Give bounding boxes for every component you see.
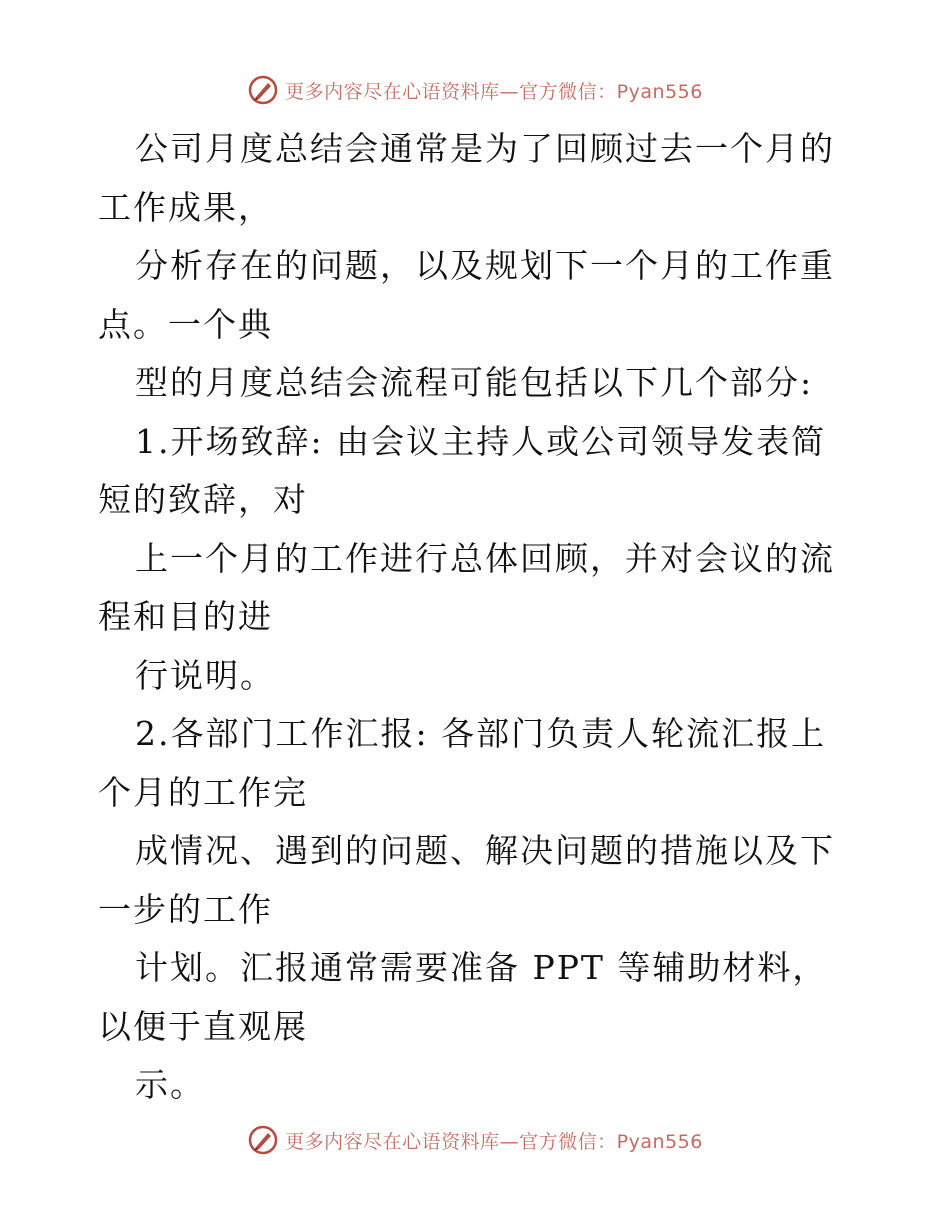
header-banner-text: 更多内容尽在心语资料库—官方微信：Pyan556 (285, 80, 703, 103)
paragraph: 型的月度总结会流程可能包括以下几个部分: (135, 363, 814, 402)
pen-logo-icon (247, 1124, 279, 1156)
paragraph: 1.开场致辞: 由会议主持人或公司领导发表简短的致辞，对 (98, 421, 827, 519)
paragraph: 公司月度总结会通常是为了回顾过去一个月的工作成果， (98, 129, 835, 227)
paragraph: 2.各部门工作汇报: 各部门负责人轮流汇报上个月的工作完 (98, 714, 827, 812)
footer-banner-text: 更多内容尽在心语资料库—官方微信：Pyan556 (285, 1130, 703, 1153)
document-body (98, 120, 858, 1115)
paragraph: 示。 (135, 1065, 205, 1104)
paragraph: 行说明。 (135, 655, 275, 695)
footer-banner (0, 1120, 950, 1160)
paragraph: 分析存在的问题，以及规划下一个月的工作重点。一个典 (98, 246, 835, 344)
pen-logo-icon (247, 74, 279, 106)
paragraph: 上一个月的工作进行总体回顾，并对会议的流程和目的进 (98, 538, 835, 636)
paragraph: 计划。汇报通常需要准备 PPT 等辅助材料，以便于直观展 (98, 948, 828, 1046)
header-banner (0, 70, 950, 110)
paragraph: 成情况、遇到的问题、解决问题的措施以及下一步的工作 (98, 831, 835, 929)
